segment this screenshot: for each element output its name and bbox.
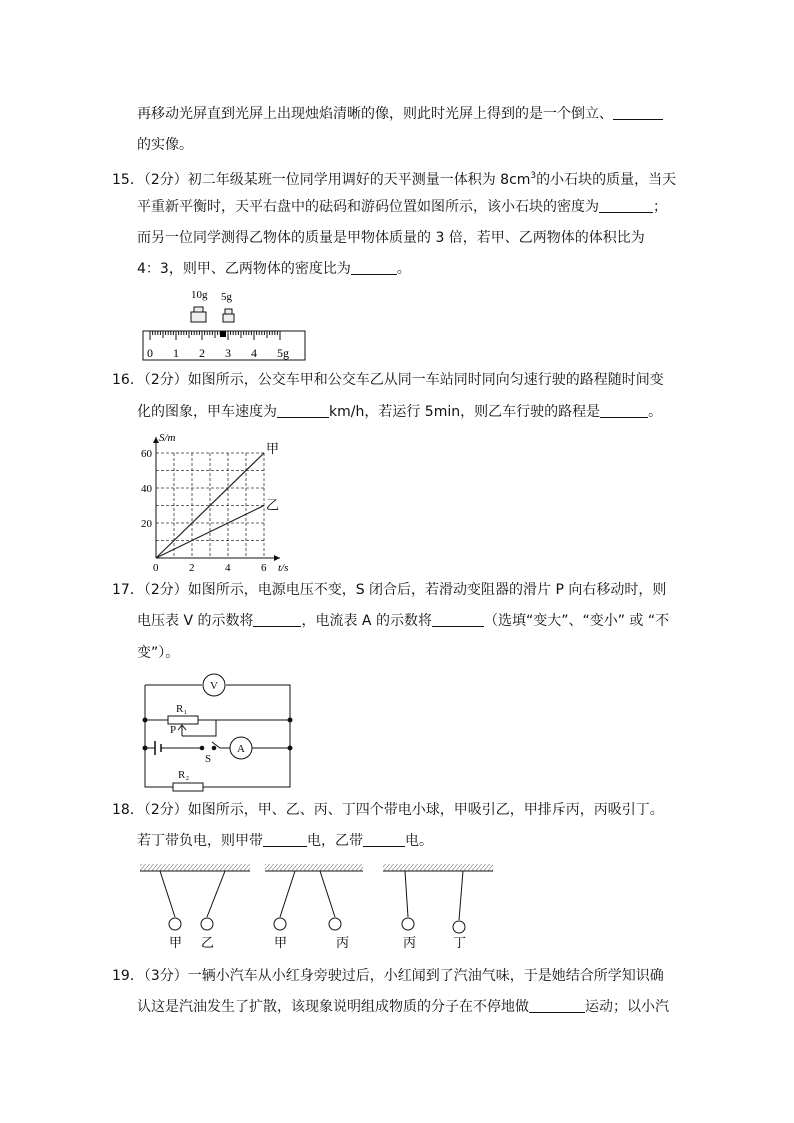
pair-jia-bing xyxy=(265,864,363,950)
junction-dot xyxy=(143,746,147,750)
q18-line2: 若丁带负电，则甲带 电，乙带 电。 xyxy=(137,833,433,849)
junction-dot xyxy=(143,718,147,722)
circuit-diagram xyxy=(140,670,295,792)
q14-blank[interactable] xyxy=(613,105,663,120)
scale-label: 0 xyxy=(147,346,153,360)
distance-time-chart xyxy=(136,430,306,572)
q15-line3: 而另一位同学测得乙物体的质量是甲物体质量的 3 倍，若甲、乙两物体的体积比为 xyxy=(137,230,645,246)
voltmeter-label: V xyxy=(210,680,218,692)
ball-label-bing: 丙 xyxy=(336,935,350,950)
r1-resistor xyxy=(168,716,198,724)
x-tick-label: 0 xyxy=(153,562,159,572)
ball-label-jia: 甲 xyxy=(169,935,183,950)
q18-blank-jia[interactable] xyxy=(263,832,307,847)
q19-blank-motion[interactable] xyxy=(529,998,585,1013)
q15-line2: 平重新平衡时，天平右盘中的砝码和游码位置如图所示，该小石块的密度为 ； xyxy=(137,199,667,215)
q17-blank-ammeter[interactable] xyxy=(432,612,484,627)
rider-marker[interactable] xyxy=(220,331,226,337)
ball-ding xyxy=(453,921,465,933)
q15-line4: 4：3，则甲、乙两物体的密度比为 。 xyxy=(137,261,411,277)
charged-balls-figure xyxy=(135,862,500,952)
y-tick-label: 60 xyxy=(141,448,152,460)
x-tick-label: 6 xyxy=(261,562,267,572)
ball-bing xyxy=(329,918,341,930)
switch-pivot xyxy=(200,746,204,750)
q15-blank-ratio[interactable] xyxy=(351,260,397,275)
q17-blank-voltmeter[interactable] xyxy=(253,612,301,627)
r2-resistor xyxy=(173,783,203,791)
pair-jia-yi xyxy=(140,864,250,950)
q17-line3: 变”）。 xyxy=(137,645,180,661)
series-label-yi: 乙 xyxy=(266,497,280,513)
ball-label-jia: 甲 xyxy=(274,935,288,950)
junction-dot xyxy=(288,746,292,750)
q16-line1: 16．（2分）如图所示，公交车甲和公交车乙从同一车站同时同向匀速行驶的路程随时间变 xyxy=(112,372,664,388)
scale-label: 2 xyxy=(199,346,205,360)
q16-blank-speed[interactable] xyxy=(277,403,329,418)
main-branch-wire xyxy=(145,742,290,748)
r2-label: R₂ xyxy=(178,769,190,781)
scale-label: 4 xyxy=(251,346,257,360)
q18-line1: 18．（2分）如图所示，甲、乙、丙、丁四个带电小球，甲吸引乙，甲排斥丙，丙吸引丁。 xyxy=(112,802,664,818)
q19-line1: 19．（3分）一辆小汽车从小红身旁驶过后，小红闻到了汽油气味，于是她结合所学知识确 xyxy=(112,968,664,984)
ball-label-yi: 乙 xyxy=(201,935,215,950)
scale-label: 5g xyxy=(277,346,289,360)
scale-label: 3 xyxy=(225,346,231,360)
x-axis-arrow xyxy=(274,555,280,561)
series-label-jia: 甲 xyxy=(266,441,280,456)
x-tick-label: 2 xyxy=(189,562,195,572)
x-axis-label: t/s xyxy=(278,562,289,572)
battery xyxy=(155,741,161,755)
slider-label: P xyxy=(170,724,177,736)
pair-bing-ding xyxy=(383,864,493,950)
q16-line2: 化的图象，甲车速度为 km/h，若运行 5min，则乙车行驶的路程是 。 xyxy=(137,404,663,420)
q14-line1: 再移动光屏直到光屏上出现烛焰清晰的像，则此时光屏上得到的是一个倒立、 xyxy=(137,104,663,124)
outer-wire xyxy=(145,685,290,787)
weight-10g-label: 10g xyxy=(191,289,208,301)
y-tick-label: 20 xyxy=(141,518,152,530)
q18-blank-yi[interactable] xyxy=(363,832,405,847)
q15-line1: 15．（2分）初二年级某班一位同学用调好的天平测量一体积为 $8cm^3$的小石块的质量，当天 xyxy=(112,171,677,188)
x-tick-label: 4 xyxy=(225,562,231,572)
weight-5g xyxy=(223,309,234,322)
q17-line1: 17．（2分）如图所示，电源电压不变，S 闭合后，若滑动变阻器的滑片 P 向右移动时，则 xyxy=(112,582,667,598)
q16-blank-distance[interactable] xyxy=(600,403,648,418)
ball-label-bing: 丙 xyxy=(403,935,417,950)
q14-line2: 的实像。 xyxy=(137,137,193,153)
ball-bing xyxy=(402,918,414,930)
q19-line2: 认这是汽油发生了扩散，该现象说明组成物质的分子在不停地做 运动；以小汽 xyxy=(137,999,669,1015)
q17-line2: 电压表 V 的示数将 ，电流表 A 的示数将 （选填“变大”、“变小” 或 “不 xyxy=(137,613,670,629)
ball-jia xyxy=(169,918,181,930)
ball-yi xyxy=(201,918,213,930)
q15-blank-density[interactable] xyxy=(599,198,653,213)
ammeter-label: A xyxy=(237,743,245,755)
ball-label-ding: 丁 xyxy=(453,935,467,950)
scale-label: 1 xyxy=(173,346,179,360)
balance-figure xyxy=(138,285,313,365)
y-axis-label: S/m xyxy=(159,432,176,444)
switch-label: S xyxy=(205,753,212,765)
weight-10g xyxy=(191,307,206,322)
ball-jia xyxy=(274,918,286,930)
junction-dot xyxy=(288,718,292,722)
r1-label: R₁ xyxy=(176,703,188,715)
y-tick-label: 40 xyxy=(141,483,152,495)
weight-5g-label: 5g xyxy=(221,291,232,303)
switch-contact xyxy=(212,746,216,750)
